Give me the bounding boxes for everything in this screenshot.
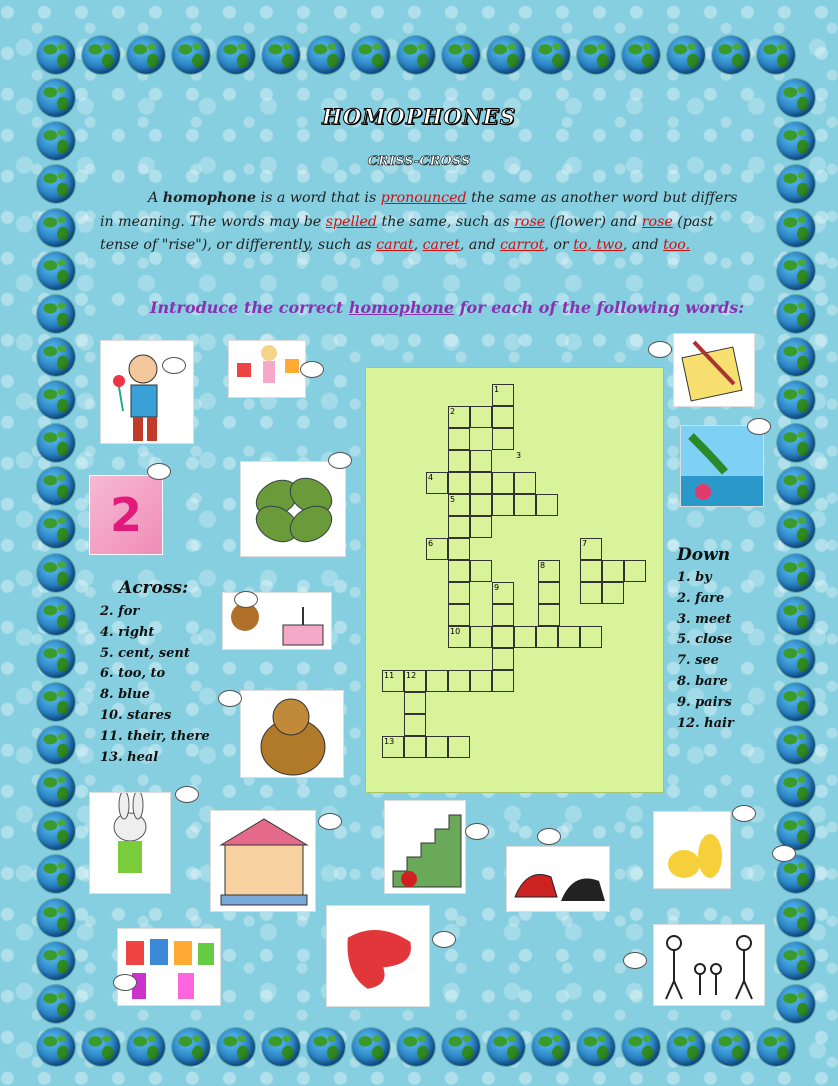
globe-icon xyxy=(262,1028,300,1066)
crossword-cell[interactable] xyxy=(448,472,470,494)
globe-icon xyxy=(307,1028,345,1066)
crossword-number: 6 xyxy=(428,539,434,548)
crossword-cell[interactable] xyxy=(470,406,492,428)
crossword-number: 9 xyxy=(494,583,500,592)
globe-icon xyxy=(37,985,75,1023)
globe-icon xyxy=(777,899,815,937)
globe-icon xyxy=(397,1028,435,1066)
crossword-cell[interactable] xyxy=(404,736,426,758)
answer-bubble[interactable] xyxy=(537,828,561,845)
answer-bubble[interactable] xyxy=(300,361,324,378)
crossword-cell[interactable] xyxy=(492,428,514,450)
answer-bubble[interactable] xyxy=(732,805,756,822)
down-clue: 5. close xyxy=(677,632,733,648)
globe-icon xyxy=(397,36,435,74)
globe-icon xyxy=(37,640,75,678)
notepad-icon xyxy=(674,334,755,407)
across-heading: Across: xyxy=(119,578,189,598)
clothes-icon xyxy=(118,929,221,1006)
down-clue: 7. see xyxy=(677,653,719,669)
crossword-number: 8 xyxy=(540,561,546,570)
globe-icon xyxy=(757,36,795,74)
stairs-climber-picture xyxy=(384,800,466,894)
crossword-number: 4 xyxy=(428,473,434,482)
crossword-cell[interactable] xyxy=(426,670,448,692)
man-flower-icon xyxy=(101,341,194,444)
answer-bubble[interactable] xyxy=(432,931,456,948)
globe-icon xyxy=(37,165,75,203)
globe-icon xyxy=(777,510,815,548)
crossword-cell[interactable] xyxy=(448,450,470,472)
crossword-cell[interactable] xyxy=(448,560,470,582)
crossword-cell[interactable] xyxy=(470,494,492,516)
intro-text: , and xyxy=(622,237,664,253)
down-clue: 1. by xyxy=(677,570,712,585)
clothes-picture xyxy=(117,928,221,1006)
crossword-cell[interactable] xyxy=(514,494,536,516)
shoes-icon xyxy=(507,847,610,912)
globe-icon xyxy=(622,1028,660,1066)
intro-text: the same as another word but differs in meaning. The words may be xyxy=(100,190,738,230)
pear-icon xyxy=(654,812,731,889)
crossword-cell[interactable] xyxy=(404,692,426,714)
answer-bubble[interactable] xyxy=(772,845,796,862)
intro-paragraph xyxy=(100,187,750,258)
globe-icon xyxy=(37,812,75,850)
globe-icon xyxy=(712,1028,750,1066)
crossword-cell[interactable] xyxy=(492,472,514,494)
shopping-girl-picture xyxy=(228,340,306,398)
page-subtitle: CRISS-CROSS xyxy=(367,154,471,169)
carousel-icon xyxy=(211,811,316,912)
crossword-cell[interactable] xyxy=(404,714,426,736)
globe-icon xyxy=(777,726,815,764)
crossword-cell[interactable] xyxy=(492,626,514,648)
globe-icon xyxy=(37,467,75,505)
crossword-number: 10 xyxy=(450,627,461,636)
globe-icon xyxy=(777,209,815,247)
globe-icon xyxy=(37,726,75,764)
globe-icon xyxy=(777,985,815,1023)
parents-children-picture xyxy=(653,924,765,1006)
four-leaf-clover-picture xyxy=(240,461,346,557)
globe-icon xyxy=(777,424,815,462)
crossword-cell[interactable] xyxy=(536,494,558,516)
crossword-number: 3 xyxy=(516,451,522,460)
globe-icon xyxy=(172,36,210,74)
crossword-cell[interactable] xyxy=(514,472,536,494)
crossword-cell[interactable] xyxy=(624,560,646,582)
globe-icon xyxy=(127,1028,165,1066)
globe-icon xyxy=(37,209,75,247)
intro-link-carrot[interactable]: carrot xyxy=(500,237,545,253)
crossword-number: 2 xyxy=(450,407,456,416)
intro-text: , and xyxy=(459,237,501,253)
intro-link-rose[interactable]: rose xyxy=(641,213,673,230)
answer-bubble[interactable] xyxy=(465,823,489,840)
intro-link-caret[interactable]: caret xyxy=(422,237,460,253)
instruction xyxy=(150,298,790,317)
globe-icon xyxy=(37,510,75,548)
globe-icon xyxy=(777,252,815,290)
crossword-cell[interactable] xyxy=(470,670,492,692)
globe-icon xyxy=(577,36,615,74)
crossword-cell[interactable] xyxy=(580,582,602,604)
globe-icon xyxy=(37,899,75,937)
instruction-keyword: homophone xyxy=(348,298,455,317)
answer-bubble[interactable] xyxy=(175,786,199,803)
globe-icon xyxy=(667,1028,705,1066)
globe-icon xyxy=(352,36,390,74)
crossword-cell[interactable] xyxy=(602,560,624,582)
clover-icon xyxy=(241,462,346,557)
globe-icon xyxy=(532,36,570,74)
intro-keyword-homophone: homophone xyxy=(162,190,257,206)
beach-icon xyxy=(681,426,764,507)
across-clue: 6. too, to xyxy=(100,666,166,682)
globe-icon xyxy=(487,1028,525,1066)
crossword-cell[interactable] xyxy=(558,626,580,648)
crossword-cell[interactable] xyxy=(448,516,470,538)
globe-icon xyxy=(37,683,75,721)
intro-text: is a word that is xyxy=(256,190,381,206)
globe-icon xyxy=(37,942,75,980)
answer-bubble[interactable] xyxy=(113,974,137,991)
notepad-picture xyxy=(673,333,755,407)
globe-icon xyxy=(37,769,75,807)
across-clue: 11. their, there xyxy=(100,728,210,744)
across-clue: 5. cent, sent xyxy=(100,645,190,661)
bear-icon xyxy=(241,691,344,778)
answer-bubble[interactable] xyxy=(328,452,352,469)
globe-icon xyxy=(777,165,815,203)
globe-icon xyxy=(37,381,75,419)
globe-icon xyxy=(777,554,815,592)
crossword-cell[interactable] xyxy=(492,406,514,428)
instruction-text: Introduce the correct xyxy=(150,298,349,317)
globe-icon xyxy=(777,942,815,980)
crossword-cell[interactable] xyxy=(514,626,536,648)
globe-icon xyxy=(777,467,815,505)
globe-icon xyxy=(37,1028,75,1066)
globe-icon xyxy=(37,424,75,462)
across-clue: 2. for xyxy=(100,604,140,619)
crossword-number: 13 xyxy=(384,737,395,746)
intro-text: the same, such as xyxy=(377,213,515,230)
crossword-cell[interactable] xyxy=(448,582,470,604)
intro-text: (past tense of "rise"), or differently, such as xyxy=(100,213,714,253)
steak-picture xyxy=(326,905,430,1007)
globe-icon xyxy=(172,1028,210,1066)
across-clue: 13. heal xyxy=(100,749,159,765)
globe-icon xyxy=(622,36,660,74)
answer-bubble[interactable] xyxy=(648,341,672,358)
down-clue: 3. meet xyxy=(677,611,732,627)
down-clue: 12. hair xyxy=(677,715,734,731)
crossword-cell[interactable] xyxy=(492,494,514,516)
globe-icon xyxy=(37,597,75,635)
number-two-picture: 2 xyxy=(89,475,163,555)
intro-link-pronounced[interactable]: pronounced xyxy=(380,190,467,206)
intro-text: (flower) and xyxy=(545,213,642,230)
globe-icon xyxy=(352,1028,390,1066)
globe-icon xyxy=(37,338,75,376)
answer-bubble[interactable] xyxy=(162,357,186,374)
intro-link-rose[interactable]: rose xyxy=(514,213,546,230)
globe-icon xyxy=(777,381,815,419)
crossword-cell[interactable] xyxy=(492,604,514,626)
crossword-cell[interactable] xyxy=(448,670,470,692)
answer-bubble[interactable] xyxy=(747,418,771,435)
beach-picture xyxy=(680,425,764,507)
shoes-picture xyxy=(506,846,610,912)
down-clue: 2. fare xyxy=(677,590,725,606)
crossword-grid xyxy=(365,367,664,793)
globe-icon xyxy=(37,36,75,74)
intro-text: A xyxy=(148,190,163,206)
globe-icon xyxy=(777,769,815,807)
bear-picture xyxy=(240,690,344,778)
globe-icon xyxy=(442,36,480,74)
globe-icon xyxy=(777,640,815,678)
intro-link-spelled[interactable]: spelled xyxy=(325,213,377,230)
globe-icon xyxy=(777,683,815,721)
crossword-cell[interactable] xyxy=(470,450,492,472)
globe-icon xyxy=(217,36,255,74)
crossword-cell[interactable] xyxy=(448,736,470,758)
intro-link-carat[interactable]: carat xyxy=(376,237,414,253)
globe-icon xyxy=(712,36,750,74)
globe-icon xyxy=(487,36,525,74)
crossword-cell[interactable] xyxy=(470,472,492,494)
intro-link-to-two[interactable]: to, two xyxy=(573,237,623,253)
across-clue: 4. right xyxy=(100,624,155,640)
crossword-number: 5 xyxy=(450,495,456,504)
crossword-cell[interactable] xyxy=(538,604,560,626)
crossword-number: 1 xyxy=(494,385,500,394)
globe-icon xyxy=(532,1028,570,1066)
intro-text: , or xyxy=(544,237,574,253)
crossword-cell[interactable] xyxy=(426,736,448,758)
answer-bubble[interactable] xyxy=(623,952,647,969)
crossword-cell[interactable] xyxy=(538,582,560,604)
answer-bubble[interactable] xyxy=(234,591,258,608)
crossword-cell[interactable] xyxy=(602,582,624,604)
globe-icon xyxy=(307,36,345,74)
shopping-girl-icon xyxy=(229,341,306,398)
crossword-number: 12 xyxy=(406,671,417,680)
crossword-cell[interactable] xyxy=(470,516,492,538)
crossword-cell[interactable] xyxy=(470,560,492,582)
rabbit-picture xyxy=(89,792,171,894)
page-title: HOMOPHONES xyxy=(322,104,516,129)
instruction-text: for each of the following words: xyxy=(454,298,745,317)
globe-icon xyxy=(667,36,705,74)
globe-icon xyxy=(127,36,165,74)
globe-icon xyxy=(442,1028,480,1066)
stairs-icon xyxy=(385,801,466,894)
globe-icon xyxy=(757,1028,795,1066)
crossword-cell[interactable] xyxy=(492,648,514,670)
globe-icon xyxy=(82,1028,120,1066)
crossword-cell[interactable] xyxy=(580,626,602,648)
globe-icon xyxy=(777,597,815,635)
globe-icon xyxy=(37,252,75,290)
intro-text: , xyxy=(413,237,423,253)
crossword-cell[interactable] xyxy=(448,428,470,450)
down-clue: 8. bare xyxy=(677,674,728,689)
crossword-number: 7 xyxy=(582,539,588,548)
man-with-flower-picture xyxy=(100,340,194,444)
down-clue: 9. pairs xyxy=(677,694,732,710)
pears-picture xyxy=(653,811,731,889)
crossword-cell[interactable] xyxy=(448,538,470,560)
across-clue: 8. blue xyxy=(100,687,150,703)
globe-icon xyxy=(37,554,75,592)
family-icon xyxy=(654,925,765,1006)
globe-icon xyxy=(217,1028,255,1066)
globe-icon xyxy=(262,36,300,74)
across-clue: 10. stares xyxy=(100,708,172,723)
crossword-cell[interactable] xyxy=(470,626,492,648)
globe-icon xyxy=(777,338,815,376)
answer-bubble[interactable] xyxy=(218,690,242,707)
globe-icon xyxy=(37,295,75,333)
globe-icon xyxy=(37,855,75,893)
steak-icon xyxy=(327,906,430,1007)
answer-bubble[interactable] xyxy=(147,463,171,480)
crossword-cell[interactable] xyxy=(448,604,470,626)
down-heading: Down xyxy=(677,545,731,565)
crossword-cell[interactable] xyxy=(580,560,602,582)
crossword-number: 11 xyxy=(384,671,395,680)
crossword-cell[interactable] xyxy=(492,670,514,692)
carousel-picture xyxy=(210,810,316,912)
intro-link-too[interactable]: too. xyxy=(663,237,691,253)
globe-icon xyxy=(82,36,120,74)
globe-icon xyxy=(577,1028,615,1066)
answer-bubble[interactable] xyxy=(318,813,342,830)
rabbit-icon xyxy=(90,793,171,894)
crossword-cell[interactable] xyxy=(536,626,558,648)
